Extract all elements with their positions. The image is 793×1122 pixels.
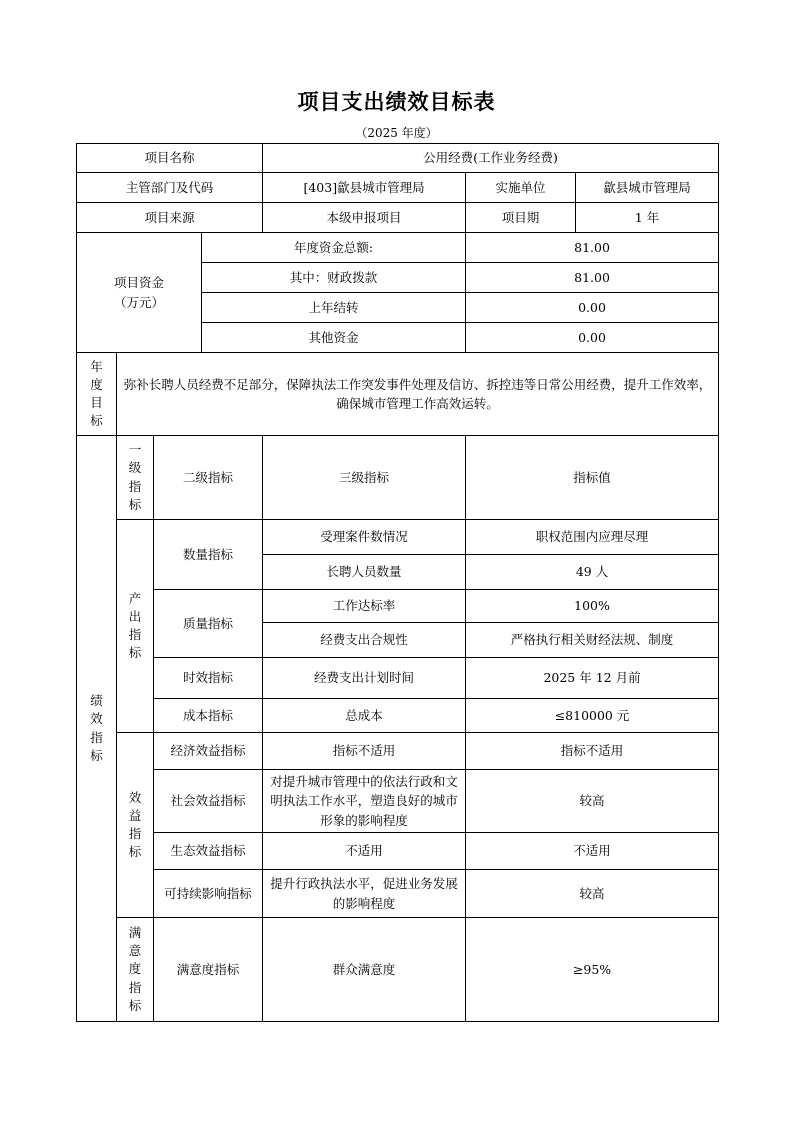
row-social <box>77 770 719 833</box>
quantity-2-value: 49 人 <box>466 555 719 590</box>
sustain-name: 提升行政执法水平，促进业务发展的影响程度 <box>263 870 466 918</box>
funds-label-line2: （万元） <box>113 294 164 310</box>
row-sustain <box>77 870 719 918</box>
dept-value: [403]歙县城市管理局 <box>263 173 466 203</box>
row-time <box>77 658 719 699</box>
time-name: 经费支出计划时间 <box>263 658 466 699</box>
cost-label: 成本指标 <box>154 699 263 733</box>
row-perf-header <box>77 436 719 520</box>
satisfaction-label: 满 意 度 指 标 <box>117 918 154 1022</box>
output-label: 产 出 指 标 <box>117 520 154 733</box>
row-annual-goal <box>77 353 719 436</box>
row-project-name <box>77 144 719 173</box>
project-name-value: 公用经费(工作业务经费) <box>263 144 719 173</box>
row-quality-1 <box>77 590 719 623</box>
fund-other-value: 0.00 <box>466 323 719 353</box>
fund-carryover-label: 上年结转 <box>202 293 466 323</box>
impl-label: 实施单位 <box>466 173 576 203</box>
time-value: 2025 年 12 月前 <box>466 658 719 699</box>
impl-value: 歙县城市管理局 <box>576 173 719 203</box>
project-name-label: 项目名称 <box>77 144 263 173</box>
header-level1: 一 级 指 标 <box>117 436 154 520</box>
social-name: 对提升城市管理中的依法行政和文明执法工作水平，塑造良好的城市形象的影响程度 <box>263 770 466 833</box>
social-value: 较高 <box>466 770 719 833</box>
quality-2-value: 严格执行相关财经法规、制度 <box>466 623 719 658</box>
fund-fiscal-value: 81.00 <box>466 263 719 293</box>
cost-name: 总成本 <box>263 699 466 733</box>
eco-name: 不适用 <box>263 833 466 870</box>
fund-fiscal-label: 其中：财政拨款 <box>202 263 466 293</box>
row-department <box>77 173 719 203</box>
row-economic <box>77 733 719 770</box>
header-level3: 三级指标 <box>263 436 466 520</box>
page-title: 项目支出绩效目标表 <box>297 89 496 114</box>
row-satisfaction <box>77 918 719 1022</box>
benefit-label: 效 益 指 标 <box>117 733 154 918</box>
row-cost <box>77 699 719 733</box>
row-eco <box>77 833 719 870</box>
economic-value: 指标不适用 <box>466 733 719 770</box>
performance-target-table <box>76 143 719 1022</box>
goal-text: 弥补长聘人员经费不足部分，保障执法工作突发事件处理及信访、拆控违等日常公用经费，提升工作效率，确保城市管理工作高效运转。 <box>117 353 719 436</box>
economic-name: 指标不适用 <box>263 733 466 770</box>
period-label: 项目期 <box>466 203 576 233</box>
social-label: 社会效益指标 <box>154 770 263 833</box>
period-value: 1 年 <box>576 203 719 233</box>
quality-1-name: 工作达标率 <box>263 590 466 623</box>
cost-value: ≤810000 元 <box>466 699 719 733</box>
row-source <box>77 203 719 233</box>
quantity-2-name: 长聘人员数量 <box>263 555 466 590</box>
economic-label: 经济效益指标 <box>154 733 263 770</box>
source-value: 本级申报项目 <box>263 203 466 233</box>
eco-label: 生态效益指标 <box>154 833 263 870</box>
fund-total-label: 年度资金总额: <box>202 233 466 263</box>
quality-1-value: 100% <box>466 590 719 623</box>
quality-2-name: 经费支出合规性 <box>263 623 466 658</box>
header-value: 指标值 <box>466 436 719 520</box>
quantity-label: 数量指标 <box>154 520 263 590</box>
sustain-value: 较高 <box>466 870 719 918</box>
header-level2: 二级指标 <box>154 436 263 520</box>
fund-other-label: 其他资金 <box>202 323 466 353</box>
funds-label <box>77 233 202 353</box>
quantity-1-name: 受理案件数情况 <box>263 520 466 555</box>
eco-value: 不适用 <box>466 833 719 870</box>
source-label: 项目来源 <box>77 203 263 233</box>
satisfaction-name: 群众满意度 <box>263 918 466 1022</box>
fund-total-value: 81.00 <box>466 233 719 263</box>
satisfaction-level2: 满意度指标 <box>154 918 263 1022</box>
year-subtitle: （2025 年度） <box>355 126 438 140</box>
goal-label: 年 度 目 标 <box>77 353 117 436</box>
quantity-1-value: 职权范围内应理尽理 <box>466 520 719 555</box>
fund-carryover-value: 0.00 <box>466 293 719 323</box>
quality-label: 质量指标 <box>154 590 263 658</box>
satisfaction-value: ≥95% <box>466 918 719 1022</box>
row-fund-total <box>77 233 719 263</box>
perf-label: 绩 效 指 标 <box>77 436 117 1022</box>
dept-label: 主管部门及代码 <box>77 173 263 203</box>
row-quantity-1 <box>77 520 719 555</box>
sustain-label: 可持续影响指标 <box>154 870 263 918</box>
funds-label-line1: 项目资金 <box>113 275 164 291</box>
time-label: 时效指标 <box>154 658 263 699</box>
